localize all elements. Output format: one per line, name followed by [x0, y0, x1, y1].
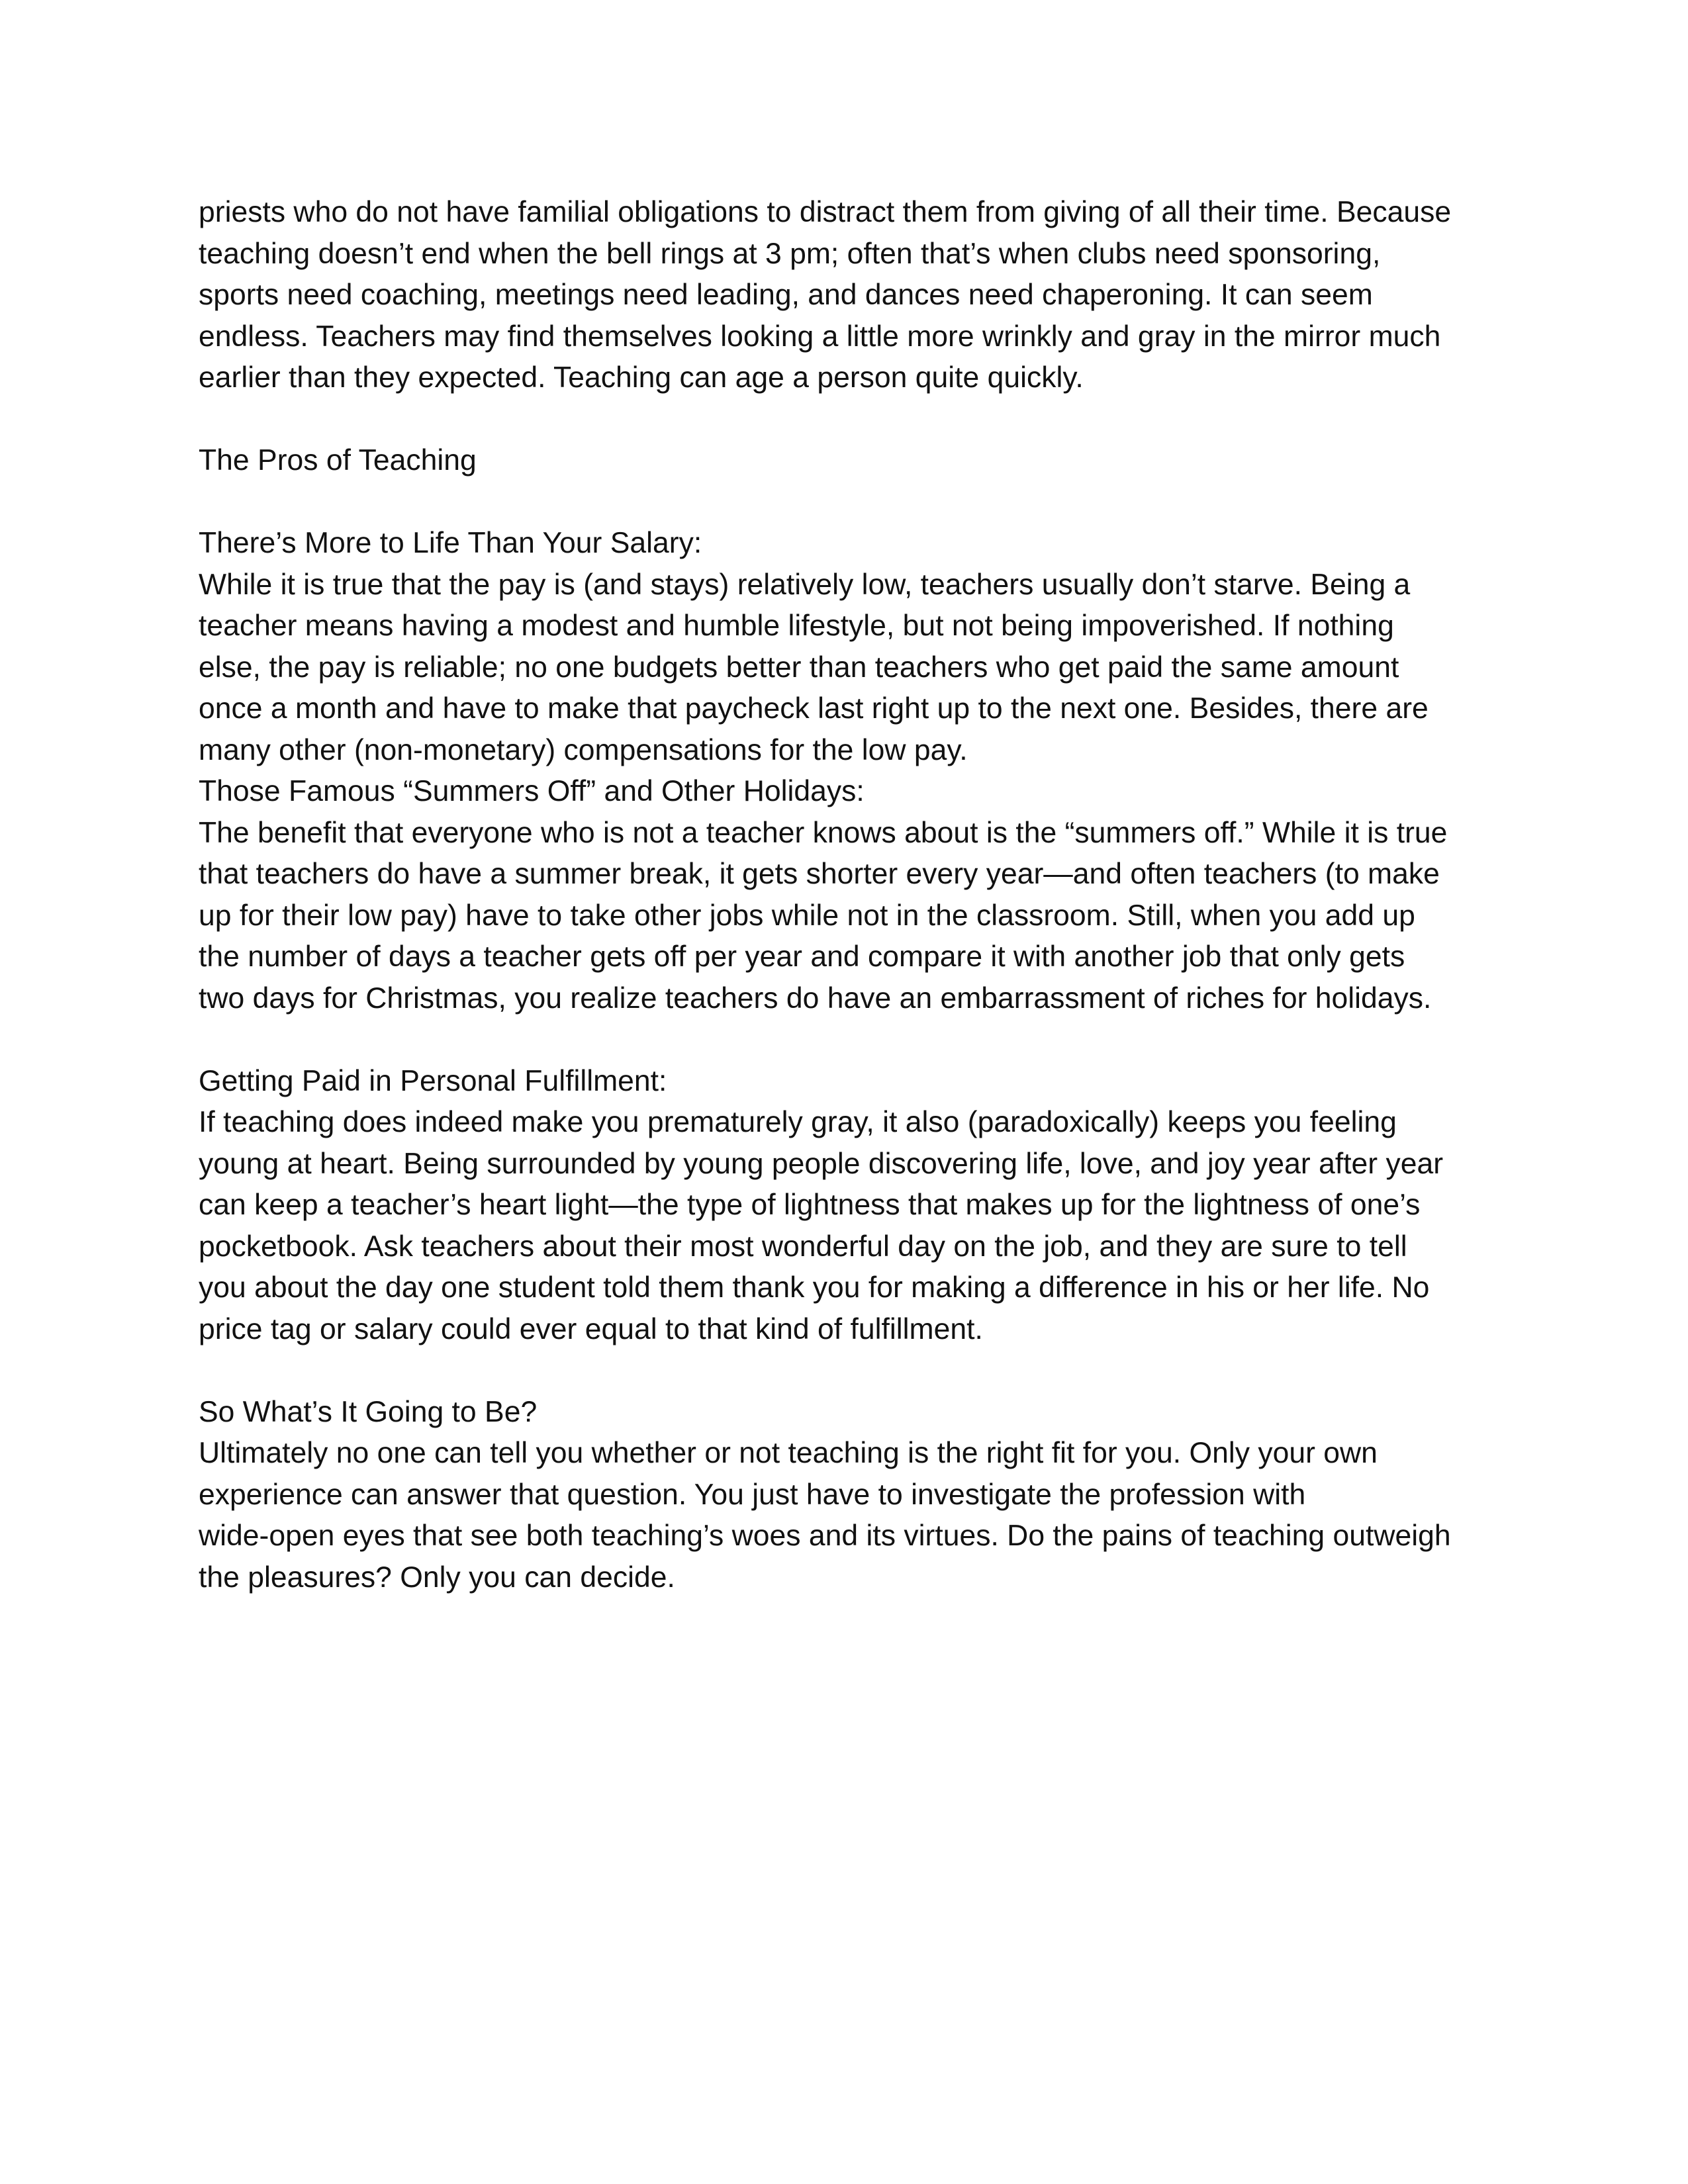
text-line: Ultimately no one can tell you whether or not teaching is the right fit for you. Only your own [199, 1437, 1378, 1469]
text-line: teaching doesn’t end when the bell rings at 3 pm; often that’s when clubs need sponsoring, [199, 237, 1381, 270]
text-line: endless. Teachers may find themselves looking a little more wrinkly and gray in the mirror much [199, 320, 1441, 353]
blank-line [199, 482, 1496, 523]
salary-heading: There’s More to Life Than Your Salary: [199, 527, 702, 559]
text-line: pocketbook. Ask teachers about their most wonderful day on the job, and they are sure to tell [199, 1230, 1407, 1263]
text-line: else, the pay is reliable; no one budgets better than teachers who get paid the same amount [199, 651, 1399, 684]
text-line: sports need coaching, meetings need leading, and dances need chaperoning. It can seem [199, 279, 1373, 311]
section-title [199, 440, 1496, 482]
text-line: wide-open eyes that see both teaching’s woes and its virtues. Do the pains of teaching outweigh [199, 1520, 1451, 1552]
text-line: the number of days a teacher gets off per year and compare it with another job that only gets [199, 940, 1405, 973]
text-line: priests who do not have familial obligations to distract them from giving of all their time. Because [199, 196, 1452, 228]
blank-line [199, 1019, 1496, 1061]
text-line: The benefit that everyone who is not a teacher knows about is the “summers off.” While it is true [199, 816, 1448, 849]
text-line: can keep a teacher’s heart light—the type of lightness that makes up for the lightness of one’s [199, 1189, 1421, 1221]
text-line: once a month and have to make that paycheck last right up to the next one. Besides, there are [199, 692, 1429, 725]
text-line: While it is true that the pay is (and stays) relatively low, teachers usually don’t starve. Being a [199, 568, 1411, 601]
text-line: two days for Christmas, you realize teachers do have an embarrassment of riches for holidays. [199, 981, 1432, 1015]
section-title-text: The Pros of Teaching [199, 444, 477, 477]
text-line: you about the day one student told them thank you for making a difference in his or her life. No [199, 1271, 1430, 1304]
text-line: that teachers do have a summer break, it gets shorter every year—and often teachers (to make [199, 858, 1440, 890]
document-page [199, 192, 1496, 1598]
summers-section [199, 771, 1496, 1019]
text-line: price tag or salary could ever equal to that kind of fulfillment. [199, 1312, 983, 1345]
conclusion-section [199, 1392, 1496, 1599]
salary-section [199, 523, 1496, 771]
blank-line [199, 399, 1496, 441]
text-line: up for their low pay) have to take other jobs while not in the classroom. Still, when you add up [199, 899, 1415, 932]
text-line: If teaching does indeed make you prematurely gray, it also (paradoxically) keeps you feeling [199, 1106, 1397, 1138]
blank-line [199, 1350, 1496, 1392]
text-line: many other (non-monetary) compensations for the low pay. [199, 733, 968, 766]
fulfillment-heading: Getting Paid in Personal Fulfillment: [199, 1064, 667, 1097]
text-line: teacher means having a modest and humble lifestyle, but not being impoverished. If nothing [199, 610, 1394, 642]
text-line: experience can answer that question. You just have to investigate the profession with [199, 1478, 1306, 1511]
text-line: the pleasures? Only you can decide. [199, 1561, 675, 1594]
summers-heading: Those Famous “Summers Off” and Other Holidays: [199, 775, 865, 807]
conclusion-heading: So What’s It Going to Be? [199, 1395, 538, 1428]
intro-continuation-paragraph [199, 192, 1496, 399]
text-line: earlier than they expected. Teaching can age a person quite quickly. [199, 361, 1084, 394]
text-line: young at heart. Being surrounded by young people discovering life, love, and joy year after year [199, 1147, 1444, 1180]
fulfillment-section [199, 1061, 1496, 1351]
